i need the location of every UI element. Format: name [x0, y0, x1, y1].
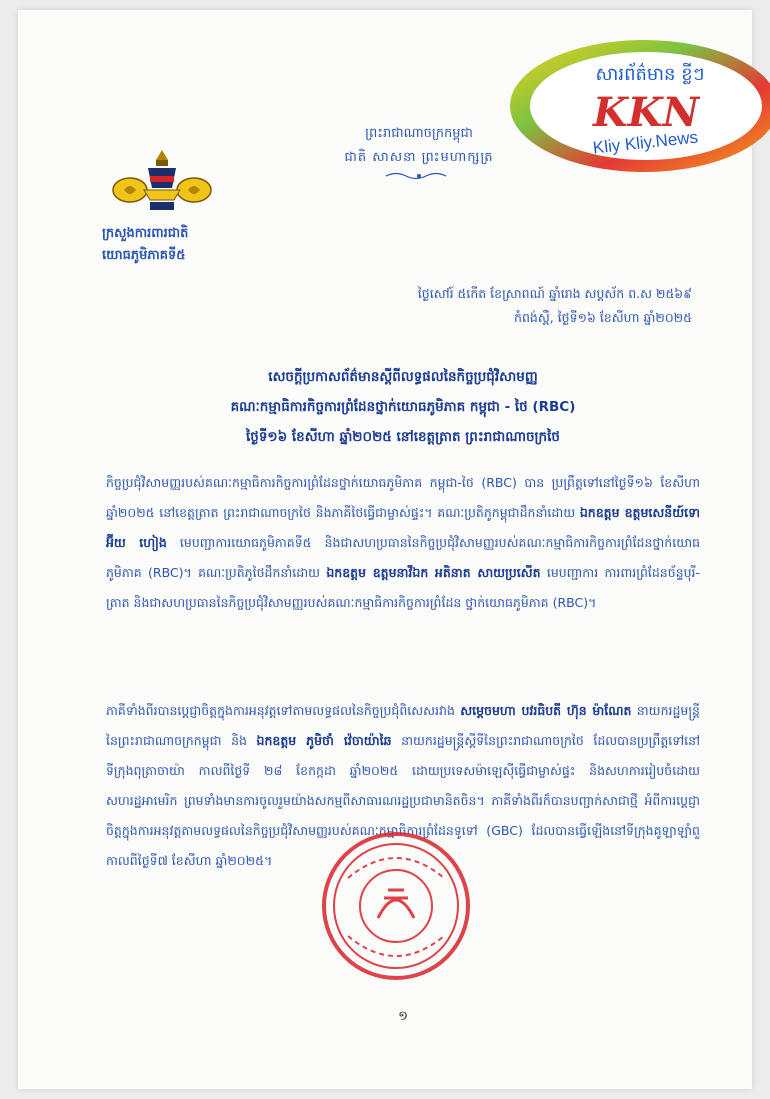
paragraph-1-text-a: កិច្ចប្រជុំវិសាមញ្ញរបស់គណៈកម្មាធិការកិច្ចការព្រំដែនថ្នាក់យោធភូមិភាគ កម្ពុជា-ថៃ (RBC) បាន ប្រព្រឹត្តទៅនៅថ្ងៃទី១៦ ខែសីហា ឆ្នាំ២០២៥ នៅខេត្តត្រាត ព្រះរាជាណាចក្រថៃ និងភាគីថៃធ្វើជាម្ចាស់ផ្ទះ។ គណៈប្រតិភូកម្ពុជាដឹកនាំដោយ: [106, 475, 700, 520]
thai-delegation-leader: ឯកឧត្តម ឧត្តមនាវីឯក អតិនាត សាយប្រសើត: [326, 565, 541, 580]
kingdom-name: ព្រះរាជាណាចក្រកម្ពុជា: [365, 126, 473, 141]
paragraph-1: [106, 468, 700, 618]
logo-english-text: Kliy Kliy.News: [591, 127, 699, 158]
document-title: [98, 362, 708, 452]
cambodian-delegation-leader: ឯកឧត្តម ឧត្តមសេនីយ៍ទោ អ៊ីយ ហៀង: [106, 505, 700, 550]
paragraph-1-text-b: មេបញ្ជាការយោធភូមិភាគទី៥ និងជាសហប្រធាននៃកិច្ចប្រជុំវិសាមញ្ញរបស់គណៈកម្មាធិការកិច្ចការព្រំដែនថ្នាក់យោធភូមិភាគ (RBC)។ គណៈប្រតិភូថៃដឹកនាំដោយ: [106, 535, 701, 580]
solar-date: កំពង់ស្ពឺ, ថ្ងៃទី១៦ ខែសីហា ឆ្នាំ២០២៥: [514, 310, 692, 325]
official-seal-icon: [318, 828, 474, 984]
document-date: [318, 282, 692, 330]
ministry-line-2: យោធភូមិភាគទី៥: [102, 248, 186, 263]
national-motto: ជាតិ សាសនា ព្រះមហាក្សត្រ: [344, 150, 494, 165]
lunar-date: ថ្ងៃសៅរ៍ ៥កើត ខែស្រាពណ៍ ឆ្នាំរោង សប្តស័ក ព.ស ២៥៦៩: [417, 286, 692, 301]
logo-letters: KKN: [592, 89, 700, 136]
ministry-name: [102, 223, 188, 267]
thai-prime-minister: ឯកឧត្តម ភូមិថាំ វ៉េចាយ៉ាឆៃ: [256, 733, 392, 748]
paragraph-1-text-c: មេបញ្ជាការ ការពារព្រំដែនច័ន្ទបុរី-ត្រាត និងជាសហប្រធាននៃកិច្ចប្រជុំវិសាមញ្ញរបស់គណៈកម្មាធិការកិច្ចការព្រំដែន ថ្នាក់យោធភូមិភាគ (RBC)។: [106, 565, 700, 610]
kkn-news-logo-icon: [506, 36, 770, 176]
cambodian-prime-minister: សម្តេចមហា បវរធិបតី ហ៊ុន ម៉ាណែត: [460, 703, 632, 718]
logo-khmer-text: សារព័ត៌មាន ខ្លីៗ: [595, 64, 705, 85]
page-number: ១: [398, 1009, 408, 1024]
paragraph-2-text-a: ភាគីទាំងពីរបានប្តេជ្ញាចិត្តក្នុងការអនុវត្តទៅតាមលទ្ធផលនៃកិច្ចប្រជុំពិសេសរវាង: [106, 703, 461, 718]
document-page: [18, 10, 752, 1089]
title-line-3: ថ្ងៃទី១៦ ខែសីហា ឆ្នាំ២០២៥ នៅខេត្តត្រាត ព្រះរាជាណាចក្រថៃ: [246, 429, 560, 445]
title-line-1: សេចក្តីប្រកាសព័ត៌មានស្តីពីលទ្ធផលនៃកិច្ចប្រជុំវិសាមញ្ញ: [268, 369, 538, 385]
ministry-emblem-icon: [110, 146, 214, 218]
ministry-line-1: ក្រសួងការពារជាតិ: [102, 226, 189, 241]
paragraph-2-text-b: នាយករដ្ឋមន្ត្រីនៃព្រះរាជាណាចក្រកម្ពុជា និង: [106, 703, 700, 748]
title-line-2: គណៈកម្មាធិការកិច្ចការព្រំដែនថ្នាក់យោធភូមិភាគ កម្ពុជា - ថៃ (RBC): [230, 399, 576, 415]
flourish-divider-icon: [384, 172, 454, 180]
paragraph-2-text-c: នាយករដ្ឋមន្ត្រីស្តីទីនៃព្រះរាជាណាចក្រថៃ ដែលបានប្រព្រឹត្តទៅនៅទីក្រុងពុត្រាចាយ៉ា កាលពីថ្ងៃទី ២៨ ខែកក្កដា ឆ្នាំ២០២៥ ដោយប្រទេសម៉ាឡេស៊ីធ្វើជាម្ចាស់ផ្ទះ និងសហការរៀបចំដោយសហរដ្ឋអាមេរិក ព្រមទាំងមានការចូលរួមយ៉ាងសកម្មពីសាធារណរដ្ឋប្រជាមានិតចិន។ ភាគីទាំងពីរក៏បានបញ្ជាក់សាជាថ្មី អំពីការប្តេជ្ញាចិត្តក្នុងការអនុវត្តតាមលទ្ធផលនៃកិច្ចប្រជុំវិសាមញ្ញរបស់គណៈកម្មាធិការព្រំដែនទូទៅ (GBC) ដែលបានធ្វើឡើងនៅទីក្រុងគូឡាឡាំពួ កាលពីថ្ងៃទី៧ ខែសីហា ឆ្នាំ២០២៥។: [106, 733, 700, 868]
